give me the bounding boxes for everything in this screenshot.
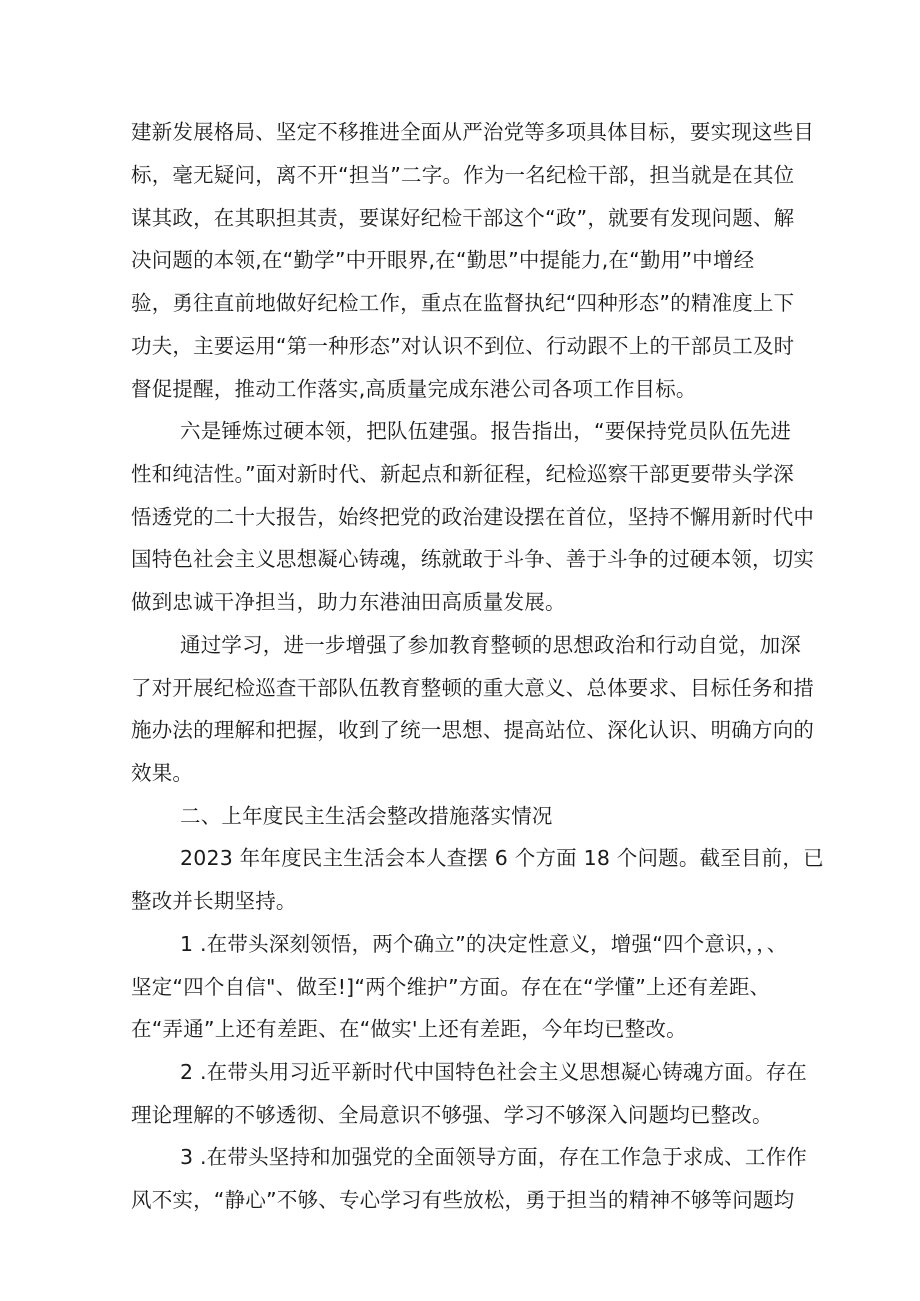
text-line: 督促提醒，推动工作落实,高质量完成东港公司各项工作目标。 [131, 377, 697, 401]
text-line: 理论理解的不够透彻、全局意识不够强、学习不够深入问题均已整改。 [131, 1103, 773, 1127]
paragraph-first-line: 2023 年年度民主生活会本人查摆 6 个方面 18 个问题。截至目前，已 [180, 846, 824, 870]
paragraph-first-line: 六是锤炼过硬本领，把队伍建强。报告指出，“要保持党员队伍先进 [180, 419, 792, 443]
text-line: 验，勇往直前地做好纪检工作，重点在监督执纪“四种形态”的精准度上下 [131, 291, 795, 315]
text-line: 性和纯洁性。”面对新时代、新起点和新征程，纪检巡察干部更要带头学深 [131, 462, 794, 486]
text-line: 功夫，主要运用“第一种形态”对认识不到位、行动跟不上的干部员工及时 [131, 334, 795, 358]
text-line: 做到忠诚干净担当，助力东港油田高质量发展。 [131, 590, 566, 614]
text-line: 谋其政，在其职担其责，要谋好纪检干部这个“政”，就要有发现问题、解 [131, 206, 795, 230]
list-item-first-line: 1 .在带头深刻领悟，两个确立”的决定性意义，增强“四个意识，，、 [180, 932, 788, 956]
text-line: 悟透党的二十大报告，始终把党的政治建设摆在首位，坚持不懈用新时代中 [131, 505, 815, 529]
text-line: 标，毫无疑问，离不开“担当”二字。作为一名纪检干部，担当就是在其位 [131, 163, 795, 187]
text-line: 国特色社会主义思想凝心铸魂，练就敢于斗争、善于斗争的过硬本领，切实 [131, 547, 815, 571]
list-item-first-line: 3 .在带头坚持和加强党的全面领导方面，存在工作急于求成、工作作 [180, 1145, 807, 1169]
text-line: 风不实，“静心”不够、专心学习有些放松，勇于担当的精神不够等问题均 [131, 1188, 795, 1212]
text-line: 坚定“四个自信"、做至!]“两个维护”方面。存在在“学懂”上还有差距、 [131, 975, 771, 999]
text-line: 在“弄通”上还有差距、在“做实'上还有差距，今年均已整改。 [131, 1017, 687, 1041]
text-line: 决问题的本领,在“勤学”中开眼界,在“勤思”中提能力,在“勤用”中增经 [131, 248, 755, 272]
section-heading: 二、上年度民主生活会整改措施落实情况 [180, 804, 553, 828]
text-line: 了对开展纪检巡查干部队伍教育整顿的重大意义、总体要求、目标任务和措 [131, 676, 815, 700]
text-line: 效果。 [131, 761, 194, 785]
text-line: 施办法的理解和把握，收到了统一思想、提高站位、深化认识、明确方向的 [131, 718, 815, 742]
text-line: 整改并长期坚持。 [131, 889, 297, 913]
list-item-first-line: 2 .在带头用习近平新时代中国特色社会主义思想凝心铸魂方面。存在 [180, 1060, 807, 1084]
text-line: 建新发展格局、坚定不移推进全面从严治党等多项具体目标，要实现这些目 [131, 120, 815, 144]
paragraph-first-line: 通过学习，进一步增强了参加教育整顿的思想政治和行动自觉，加深 [180, 633, 801, 657]
